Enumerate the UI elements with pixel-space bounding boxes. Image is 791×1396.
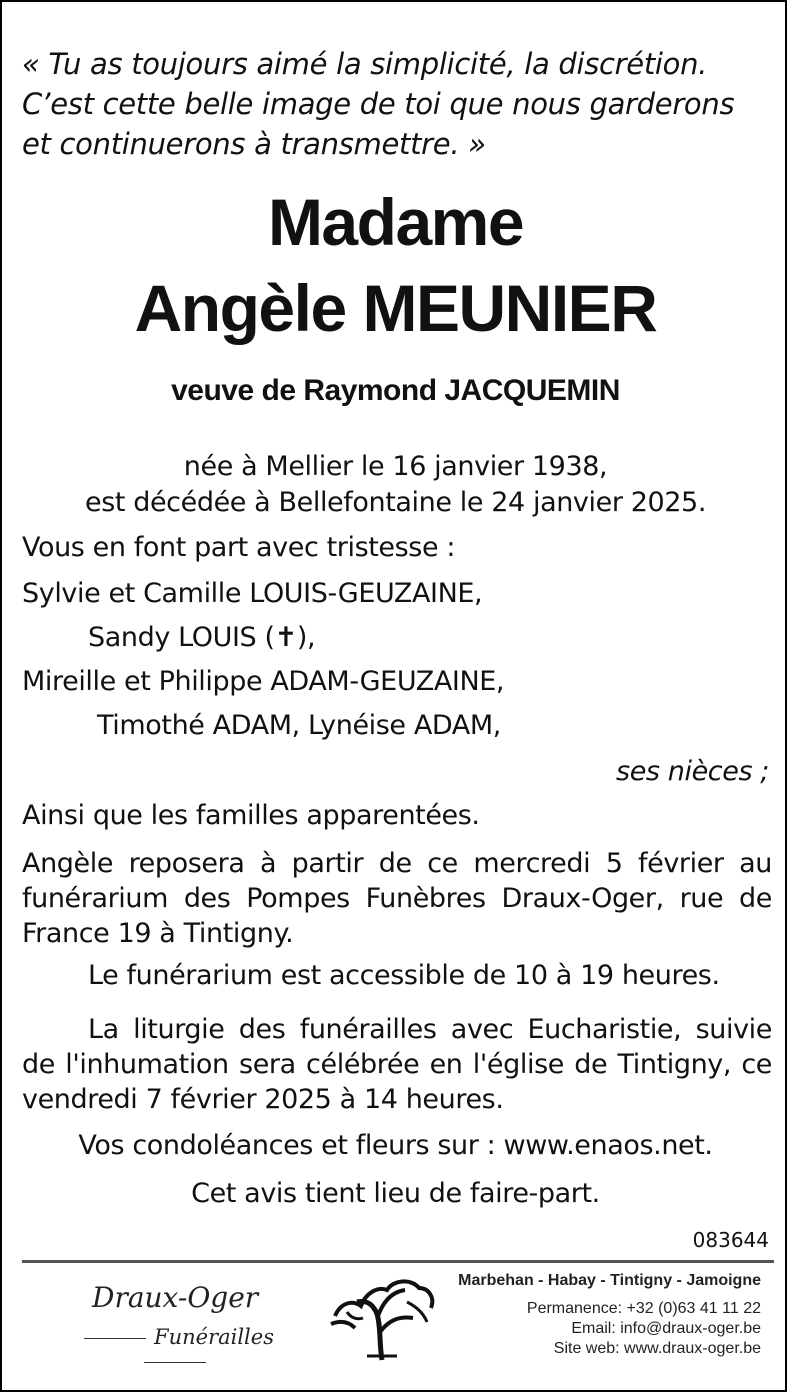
logo-subtitle-text: Funérailles (154, 1325, 274, 1349)
widow-of: veuve de Raymond JACQUEMIN (171, 374, 620, 407)
funeral-home-logo-subtitle (40, 1325, 310, 1373)
other-families: Ainsi que les familles apparentées. (22, 800, 480, 831)
quote-line: et continuerons à transmettre. » (22, 127, 486, 161)
quote-line: « Tu as toujours aimé la simplicité, la discrétion. (22, 47, 708, 81)
notice-line: Cet avis tient lieu de faire-part. (191, 1178, 600, 1209)
funeral-home-towns: Marbehan - Habay - Tintigny - Jamoigne (458, 1272, 761, 1289)
family-line: Timothé ADAM, Lynéise ADAM, (97, 710, 501, 741)
footer-divider (22, 1260, 774, 1263)
logo-dash (84, 1338, 146, 1339)
funerarium-hours: Le funérarium est accessible de 10 à 19 heures. (88, 960, 720, 991)
rest-details: Angèle reposera à partir de ce mercredi 5 février au funérarium des Pompes Funèbres Draux-Oger, rue de France 19 à Tintigny. (22, 848, 772, 949)
logo-dash (144, 1362, 206, 1363)
deceased-name: Angèle MEUNIER (134, 271, 657, 345)
epitaph-quote (22, 44, 772, 164)
family-line: Mireille et Philippe ADAM-GEUZAINE, (22, 666, 505, 697)
liturgy-details: La liturgie des funérailles avec Eucharistie, suivie de l'inhumation sera célébrée en l'église de Tintigny, ce vendredi 7 février 2025 à 14 heures. (22, 1014, 772, 1115)
family-line: Sylvie et Camille LOUIS-GEUZAINE, (22, 578, 483, 609)
condolences-line: Vos condoléances et fleurs sur : www.enaos.net. (78, 1130, 713, 1161)
death-info: est décédée à Bellefontaine le 24 janvier 2025. (84, 487, 706, 518)
family-line: Sandy LOUIS (✝), (88, 622, 316, 653)
deceased-title: Madame (267, 185, 524, 259)
quote-line: C’est cette belle image de toi que nous garderons (22, 87, 735, 121)
reference-number: 083644 (692, 1228, 769, 1252)
family-relation: ses nièces ; (616, 756, 769, 787)
funeral-home-phone: Permanence: +32 (0)63 41 11 22 (526, 1300, 761, 1317)
family-intro: Vous en font part avec tristesse : (22, 532, 456, 563)
funeral-home-email: Email: info@draux-oger.be (571, 1320, 761, 1337)
funeral-home-website: Site web: www.draux-oger.be (553, 1340, 761, 1357)
birth-info: née à Mellier le 16 janvier 1938, (183, 451, 608, 482)
tree-icon (327, 1272, 437, 1362)
funeral-home-logo-name: Draux-Oger (92, 1281, 259, 1314)
